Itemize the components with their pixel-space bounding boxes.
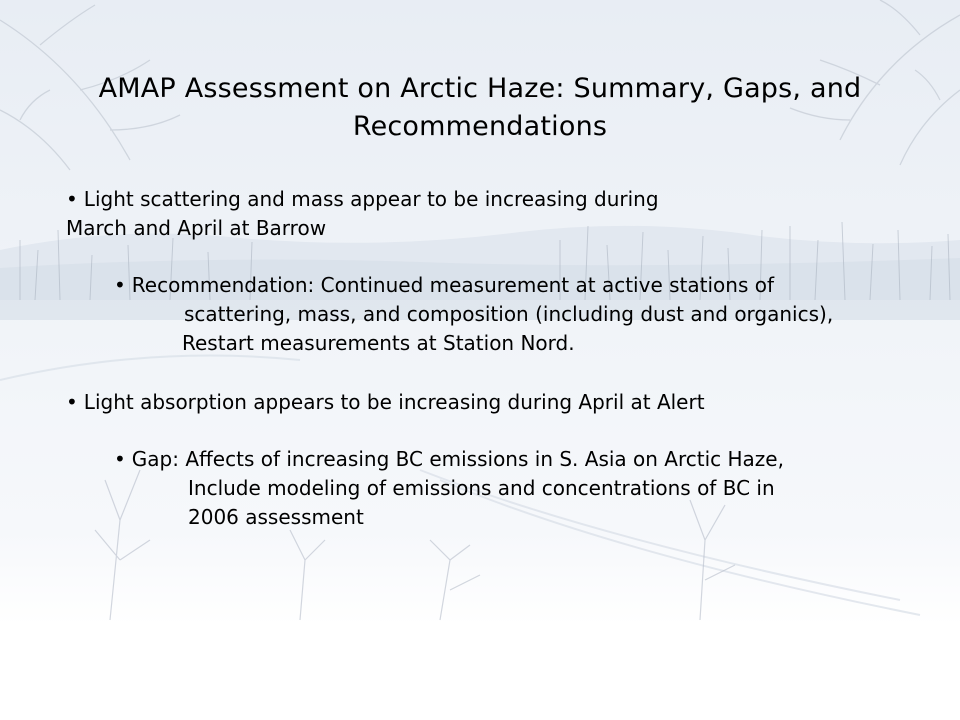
bullet-4-line-2: Include modeling of emissions and concentrations of BC in [188,476,775,500]
bullet-marker: • [114,447,126,471]
bullet-2-line-3: Restart measurements at Station Nord. [182,331,575,355]
title-line-2: Recommendations [352,111,608,142]
bullet-2-line-1 [114,271,774,300]
slide-title [40,70,920,146]
bullet-marker: • [66,187,78,211]
bullet-text: Light scattering and mass appear to be increasing during [83,187,659,211]
title-line-1: AMAP Assessment on Arctic Haze: Summary, Gaps, and [98,73,862,104]
bullet-1-line-2: March and April at Barrow [66,216,327,240]
bullet-1-line-1 [66,185,659,214]
bullet-text: Light absorption appears to be increasing during April at Alert [83,390,705,414]
bullet-marker: • [114,273,126,297]
bullet-4-line-3: 2006 assessment [188,505,364,529]
bullet-text: Gap: Affects of increasing BC emissions in S. Asia on Arctic Haze, [131,447,784,471]
bullet-4-line-1 [114,445,784,474]
bullet-text: Recommendation: Continued measurement at active stations of [131,273,774,297]
bullet-2-line-2: scattering, mass, and composition (including dust and organics), [184,302,834,326]
bullet-3-line-1 [66,388,705,417]
bullet-marker: • [66,390,78,414]
